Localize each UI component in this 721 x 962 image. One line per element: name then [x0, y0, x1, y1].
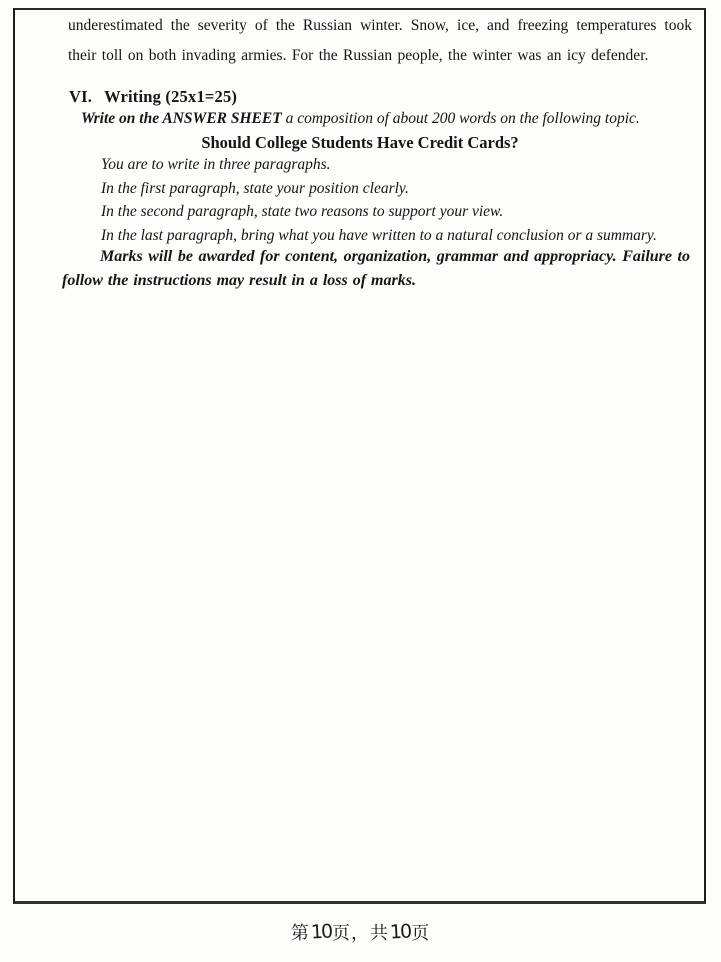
guideline-line: You are to write in three paragraphs. — [101, 156, 331, 173]
guidelines-list — [101, 153, 681, 247]
footer-suffix: 页 — [411, 923, 431, 943]
guideline-line: In the first paragraph, state your position clearly. — [101, 179, 409, 197]
write-instruction-rest: a composition of about 200 words on the following topic. — [281, 110, 640, 127]
writing-section-heading — [69, 87, 237, 107]
footer-prefix: 第 — [290, 923, 310, 943]
footer-page-number-handwritten: 10 — [310, 920, 332, 944]
footer-total-pages-handwritten: 10 — [389, 920, 411, 944]
intro-paragraph: underestimated the severity of the Russian winter. Snow, ice, and freezing temperatures took their toll on both invading armies. For the Russian people, the winter was an icy defender. — [68, 17, 692, 64]
composition-topic-title: Should College Students Have Credit Cards? — [201, 133, 519, 152]
write-instruction-bold: Write on the ANSWER SHEET — [81, 110, 282, 127]
footer-middle: 页，共 — [332, 923, 389, 943]
write-instruction-line — [81, 110, 691, 128]
guideline-line: In the second paragraph, state two reasons to support your view. — [101, 203, 504, 220]
marks-note: Marks will be awarded for content, organization, grammar and appropriacy. Failure to follow the instructions may result in a loss of marks. — [62, 248, 690, 289]
guideline-line: In the last paragraph, bring what you have written to a natural conclusion or a summary. — [101, 226, 657, 244]
section-number: VI. — [69, 87, 93, 106]
section-title: Writing (25x1=25) — [104, 87, 238, 106]
page-footer — [0, 919, 721, 945]
